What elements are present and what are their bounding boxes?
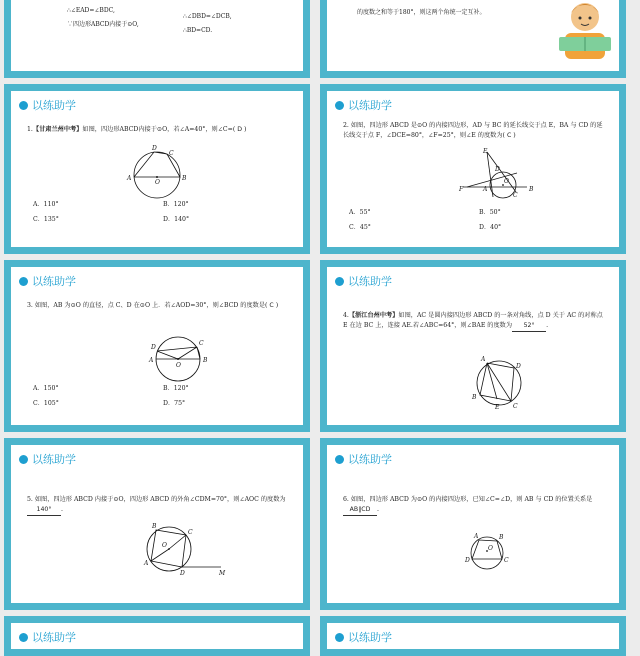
solution-line-4: ∴BD=CD. [183,27,213,34]
circle-figure-q5 [137,521,237,581]
question-close: ) [275,302,279,309]
option-d[interactable]: D．140° [163,216,190,223]
option-c[interactable]: C．105° [33,400,59,407]
label-C: C [504,557,509,564]
section-title-label: 以练助学 [348,99,392,112]
slide-bottom-left [4,616,310,656]
option-b[interactable]: B．120° [163,201,189,208]
solution-line-3: ∴∠DBD=∠DCB, [183,13,232,20]
slide-content [11,0,303,71]
label-B: B [182,175,187,182]
section-title [19,629,76,645]
bullet-dot-icon [19,277,28,286]
label-D: D [151,344,156,351]
answer-text: C [269,302,274,309]
label-O: O [176,362,181,369]
label-C: C [169,150,174,157]
circle-figure-q4 [467,353,531,413]
label-A: A [149,357,154,364]
answer-blank[interactable]: 52° [512,321,546,332]
question-4 [343,311,607,332]
question-number: 2. [343,122,349,129]
bullet-dot-icon [335,455,344,464]
circle-figure-q2 [457,147,537,207]
bullet-dot-icon [19,633,28,642]
answer-text: D [237,126,242,133]
label-D: D [516,363,521,370]
label-B: B [529,186,534,193]
question-2 [343,121,607,141]
question-5 [27,495,291,516]
circle-figure-q3 [143,329,213,387]
label-E: E [483,148,488,155]
question-6 [343,495,607,516]
section-title [19,97,76,113]
section-title-label: 以练助学 [32,453,76,466]
section-title-label: 以练助学 [32,631,76,644]
section-title [19,273,76,289]
label-A: A [144,560,149,567]
question-text: 如图，AC 是圆内接四边形 ABCD 的一条对角线，点 D 关于 AC 的对称点 E 在边 BC 上，连接 AE.若∠ABC=64°，则∠BAE 的度数为 [343,312,603,329]
solution-line-2: ∵四边形ABCD内接于⊙O, [67,21,139,28]
answer-blank[interactable]: AB∥CD [343,505,377,516]
slide-content [11,91,303,247]
section-title-label: 以练助学 [32,99,76,112]
bullet-dot-icon [335,101,344,110]
label-C: C [513,192,518,199]
slide-content [11,267,303,425]
label-C: C [188,529,193,536]
option-a[interactable]: A．55° [349,209,371,216]
label-O: O [504,178,509,185]
label-B: B [203,357,208,364]
label-B: B [499,534,504,541]
bullet-dot-icon [335,633,344,642]
slide-bottom-right [320,616,626,656]
slide-content [11,623,303,649]
section-title-label: 以练助学 [32,275,76,288]
label-A: A [481,356,486,363]
bullet-dot-icon [335,277,344,286]
label-C: C [513,403,518,410]
slide-content [11,445,303,603]
label-O: O [162,542,167,549]
question-number: 6. [343,496,349,503]
circle-figure-q6 [463,529,513,577]
label-D: D [495,166,500,173]
question-number: 5. [27,496,33,503]
question-number: 3. [27,302,33,309]
label-D: D [465,557,470,564]
question-text: 如图，四边形ABCD内接于⊙O，若∠A=40°，则∠C=( [82,126,236,133]
cartoon-reading-character-icon [555,0,615,61]
question-text: 如图，四边形 ABCD 为⊙O 的内接四边形，已知∠C=∠D，则 AB 与 CD 的位置关系是 [350,496,593,503]
label-M: M [219,570,226,577]
slide-content [327,445,619,603]
answer-blank[interactable]: 140° [27,505,61,516]
option-c[interactable]: C．45° [349,224,371,231]
label-O: O [155,179,160,186]
question-1 [27,125,291,135]
section-title-label: 以练助学 [348,453,392,466]
option-b[interactable]: B．50° [479,209,501,216]
label-B: B [472,394,477,401]
answer-text: C [506,132,512,139]
section-title-label: 以练助学 [348,631,392,644]
solution-line-1: ∴∠EAD=∠BDC, [67,7,115,14]
option-d[interactable]: D．75° [163,400,186,407]
question-close: ) [243,126,247,133]
section-title [335,273,392,289]
section-title [335,451,392,467]
option-a[interactable]: A．150° [33,385,59,392]
option-b[interactable]: B．120° [163,385,189,392]
slide-q5 [4,438,310,610]
label-E: E [495,404,500,411]
question-end: . [61,506,63,513]
section-title [335,629,392,645]
slide-content [327,0,619,71]
slide-q1 [4,84,310,254]
slide-content [327,91,619,247]
bullet-dot-icon [19,101,28,110]
question-3 [27,301,291,311]
circle-figure-q1 [123,143,193,203]
slide-q3 [4,260,310,432]
section-title [19,451,76,467]
option-a[interactable]: A．110° [33,201,59,208]
slide-top-right [320,0,626,78]
question-source-tag: 【浙江台州中考】 [348,312,399,319]
question-number: 1. [27,126,33,133]
slide-q6 [320,438,626,610]
question-text: 如图，四边形 ABCD 内接于⊙O，四边形 ABCD 的外角∠CDM=70°，则∠AOC 的度数为 [34,496,286,503]
label-D: D [152,145,157,152]
slide-q2 [320,84,626,254]
label-B: B [152,523,157,530]
label-O: O [488,545,493,552]
label-A: A [483,186,488,193]
label-D: D [180,570,185,577]
label-C: C [199,340,204,347]
slide-top-left [4,0,310,78]
label-F: F [459,186,464,193]
section-title [335,97,392,113]
section-title-label: 以练助学 [348,275,392,288]
bullet-dot-icon [19,455,28,464]
solution-text: 的度数之和等于180°，则这两个角统一定互补。 [357,9,486,16]
options-q2 [349,207,609,237]
options-q1 [33,199,293,229]
question-end: . [377,506,379,513]
question-source-tag: 【甘肃兰州中考】 [32,126,83,133]
option-c[interactable]: C．135° [33,216,59,223]
label-A: A [474,533,479,540]
option-d[interactable]: D．40° [479,224,502,231]
options-q3 [33,383,293,413]
question-end: . [546,322,549,329]
slide-q4 [320,260,626,432]
label-A: A [127,175,132,182]
question-number: 4. [343,312,349,319]
slide-content [327,623,619,649]
question-close: ) [513,132,516,139]
slide-content [327,267,619,425]
question-text: 如图，四边形 ABCD 是⊙O 的内接四边形，AD 与 BC 的延长线交于点 E，BA 与 CD 的延长线交于点 F，∠DCE=80°，∠F=25°，则∠E 的度数为( [343,122,603,139]
question-text: 如图，AB 为⊙O 的直径，点 C、D 在⊙O 上．若∠AOD=30°，则∠BCD 的度数是( [34,302,268,309]
